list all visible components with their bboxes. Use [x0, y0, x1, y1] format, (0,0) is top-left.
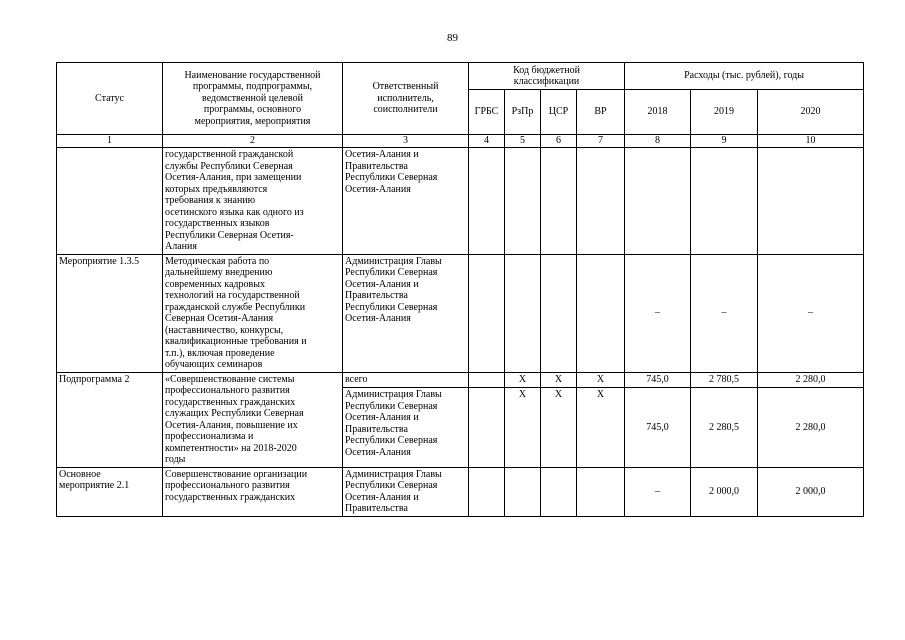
value-2019: 2 000,0: [691, 467, 758, 516]
table-row: [57, 254, 864, 372]
header-year-2018: 2018: [625, 90, 691, 135]
column-number: 2: [163, 135, 343, 148]
executor-cell: Администрация Главы Республики Северная Осетия-Алания и Правительства: [343, 467, 469, 516]
value-2020: 2 000,0: [758, 467, 864, 516]
table-row: [57, 467, 864, 516]
rzpr-cell: X: [505, 388, 541, 467]
value-2018: 745,0: [625, 388, 691, 467]
vr-cell: X: [577, 372, 625, 388]
table-row: [57, 148, 864, 255]
name-cell: государственной гражданской службы Республики Северная Осетия-Алания, при замещении которых предъявляются требования к знанию осетинского языка как одного из государственных языков Республики Северная Осетия- Алания: [163, 148, 343, 255]
value-2020: 2 280,0: [758, 388, 864, 467]
table-row: [57, 372, 864, 388]
status-cell: [57, 148, 163, 255]
executor-cell: Администрация Главы Республики Северная Осетия-Алания и Правительства Республики Северная Осетия-Алания: [343, 388, 469, 467]
column-number: 8: [625, 135, 691, 148]
column-number: 9: [691, 135, 758, 148]
column-numbers-row: [57, 135, 864, 148]
value-2018: 745,0: [625, 372, 691, 388]
header-rzpr: РзПр: [505, 90, 541, 135]
header-budget-code: Код бюджетной классификации: [469, 63, 625, 90]
header-year-2020: 2020: [758, 90, 864, 135]
header-status: Статус: [57, 63, 163, 135]
executor-cell: Администрация Главы Республики Северная Осетия-Алания и Правительства Республики Северная Осетия-Алания: [343, 254, 469, 372]
value-2020: –: [758, 254, 864, 372]
value-2019: 2 280,5: [691, 388, 758, 467]
header-executor: Ответственный исполнитель, соисполнители: [343, 63, 469, 135]
vr-cell: X: [577, 388, 625, 467]
value-2019: –: [691, 254, 758, 372]
header-vr: ВР: [577, 90, 625, 135]
csr-cell: X: [541, 372, 577, 388]
status-cell: Мероприятие 1.3.5: [57, 254, 163, 372]
header-year-2019: 2019: [691, 90, 758, 135]
column-number: 4: [469, 135, 505, 148]
column-number: 1: [57, 135, 163, 148]
status-cell: Подпрограмма 2: [57, 372, 163, 467]
rzpr-cell: X: [505, 372, 541, 388]
column-number: 3: [343, 135, 469, 148]
column-number: 5: [505, 135, 541, 148]
column-number: 10: [758, 135, 864, 148]
csr-cell: X: [541, 388, 577, 467]
budget-table: [56, 62, 864, 517]
executor-cell: Осетия-Алания и Правительства Республики Северная Осетия-Алания: [343, 148, 469, 255]
column-number: 7: [577, 135, 625, 148]
column-number: 6: [541, 135, 577, 148]
status-cell: Основное мероприятие 2.1: [57, 467, 163, 516]
name-cell: Совершенствование организации профессионального развития государственных гражданских: [163, 467, 343, 516]
value-2019: 2 780,5: [691, 372, 758, 388]
executor-cell: всего: [343, 372, 469, 388]
header-name: Наименование государственной программы, подпрограммы, ведомственной целевой программы, основного мероприятия, мероприятия: [163, 63, 343, 135]
page-number: 89: [447, 32, 458, 44]
value-2018: –: [625, 254, 691, 372]
header-csr: ЦСР: [541, 90, 577, 135]
value-2020: 2 280,0: [758, 372, 864, 388]
value-2018: –: [625, 467, 691, 516]
header-expenses: Расходы (тыс. рублей), годы: [625, 63, 864, 90]
header-grbs: ГРБС: [469, 90, 505, 135]
name-cell: Методическая работа по дальнейшему внедрению современных кадровых технологий на государственной гражданской службе Республики Северная Осетия-Алания (наставничество, конкурсы, квалификационные требования и т.п.), включая проведение обучающих семинаров: [163, 254, 343, 372]
name-cell: «Совершенствование системы профессионального развития государственных гражданских служащих Республики Северная Осетия-Алания, повышение их профессионализма и компетентности» на 2018-2020 годы: [163, 372, 343, 467]
